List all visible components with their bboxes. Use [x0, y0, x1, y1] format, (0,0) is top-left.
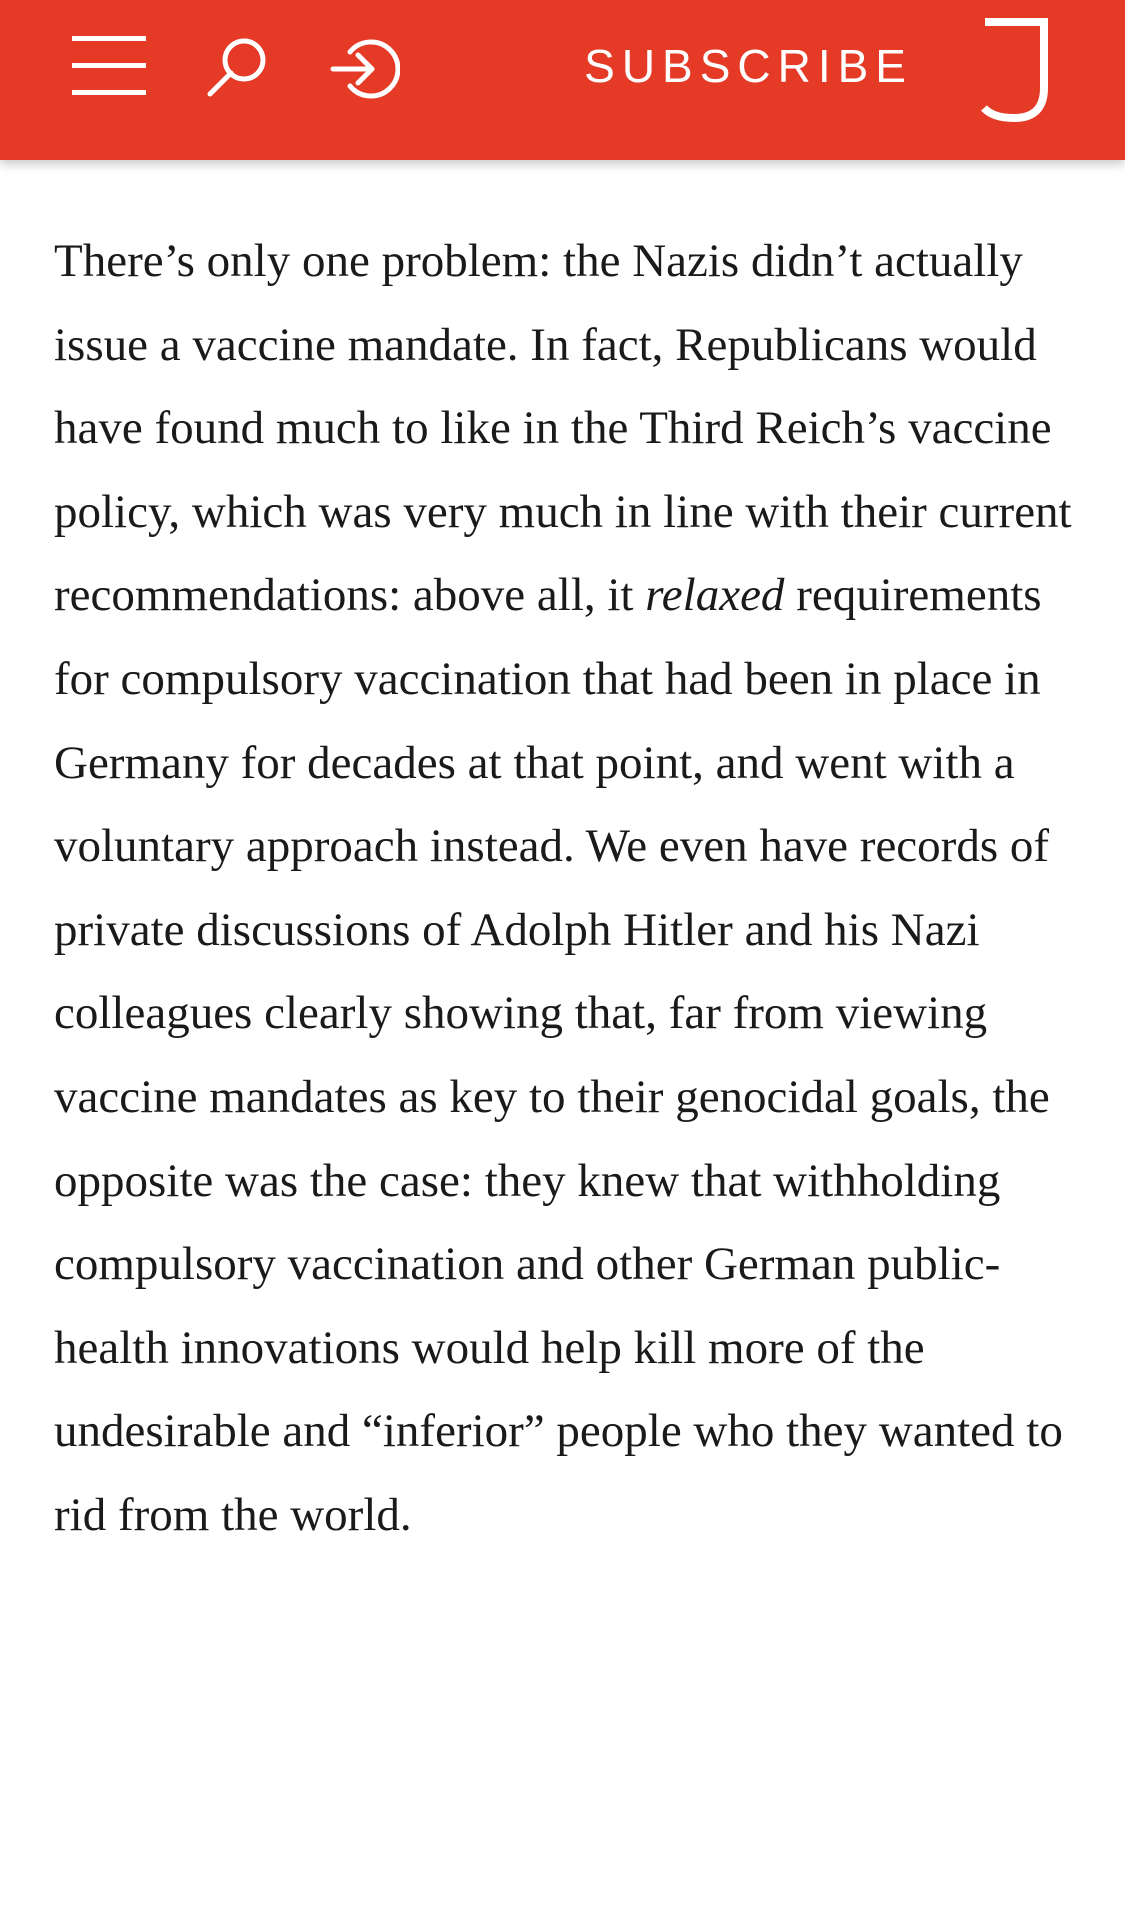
subscribe-link[interactable]: SUBSCRIBE: [584, 40, 913, 92]
emphasized-word: relaxed: [645, 569, 785, 622]
search-icon[interactable]: [204, 34, 274, 104]
hamburger-menu-icon[interactable]: [70, 34, 150, 96]
paragraph-text-end: requirements for compulsory vaccination that had been in place in Germany for decades at that point, and went with a voluntary approach instead. We even have records of private discussions of Adolph Hitler and his Nazi colleagues clearly showing that, far from viewing vaccine mandates as key to their genocidal goals, the opposite was the case: they knew that withholding compulsory vaccination and other German public-health innovations would help kill more of the undesirable and “inferior” people who they wanted to rid from the world.: [54, 569, 1063, 1541]
sign-in-arrow-icon[interactable]: [328, 34, 400, 104]
top-navigation-bar: [0, 0, 1125, 160]
article-paragraph: [54, 220, 1084, 1558]
jacobin-logo[interactable]: [975, 18, 1055, 124]
paragraph-text-start: There’s only one problem: the Nazis didn’t actually issue a vaccine mandate. In fact, Republicans would have found much to like in the Third Reich’s vaccine policy, which was very much in line with their current recommendations: above all, it: [54, 235, 1072, 622]
